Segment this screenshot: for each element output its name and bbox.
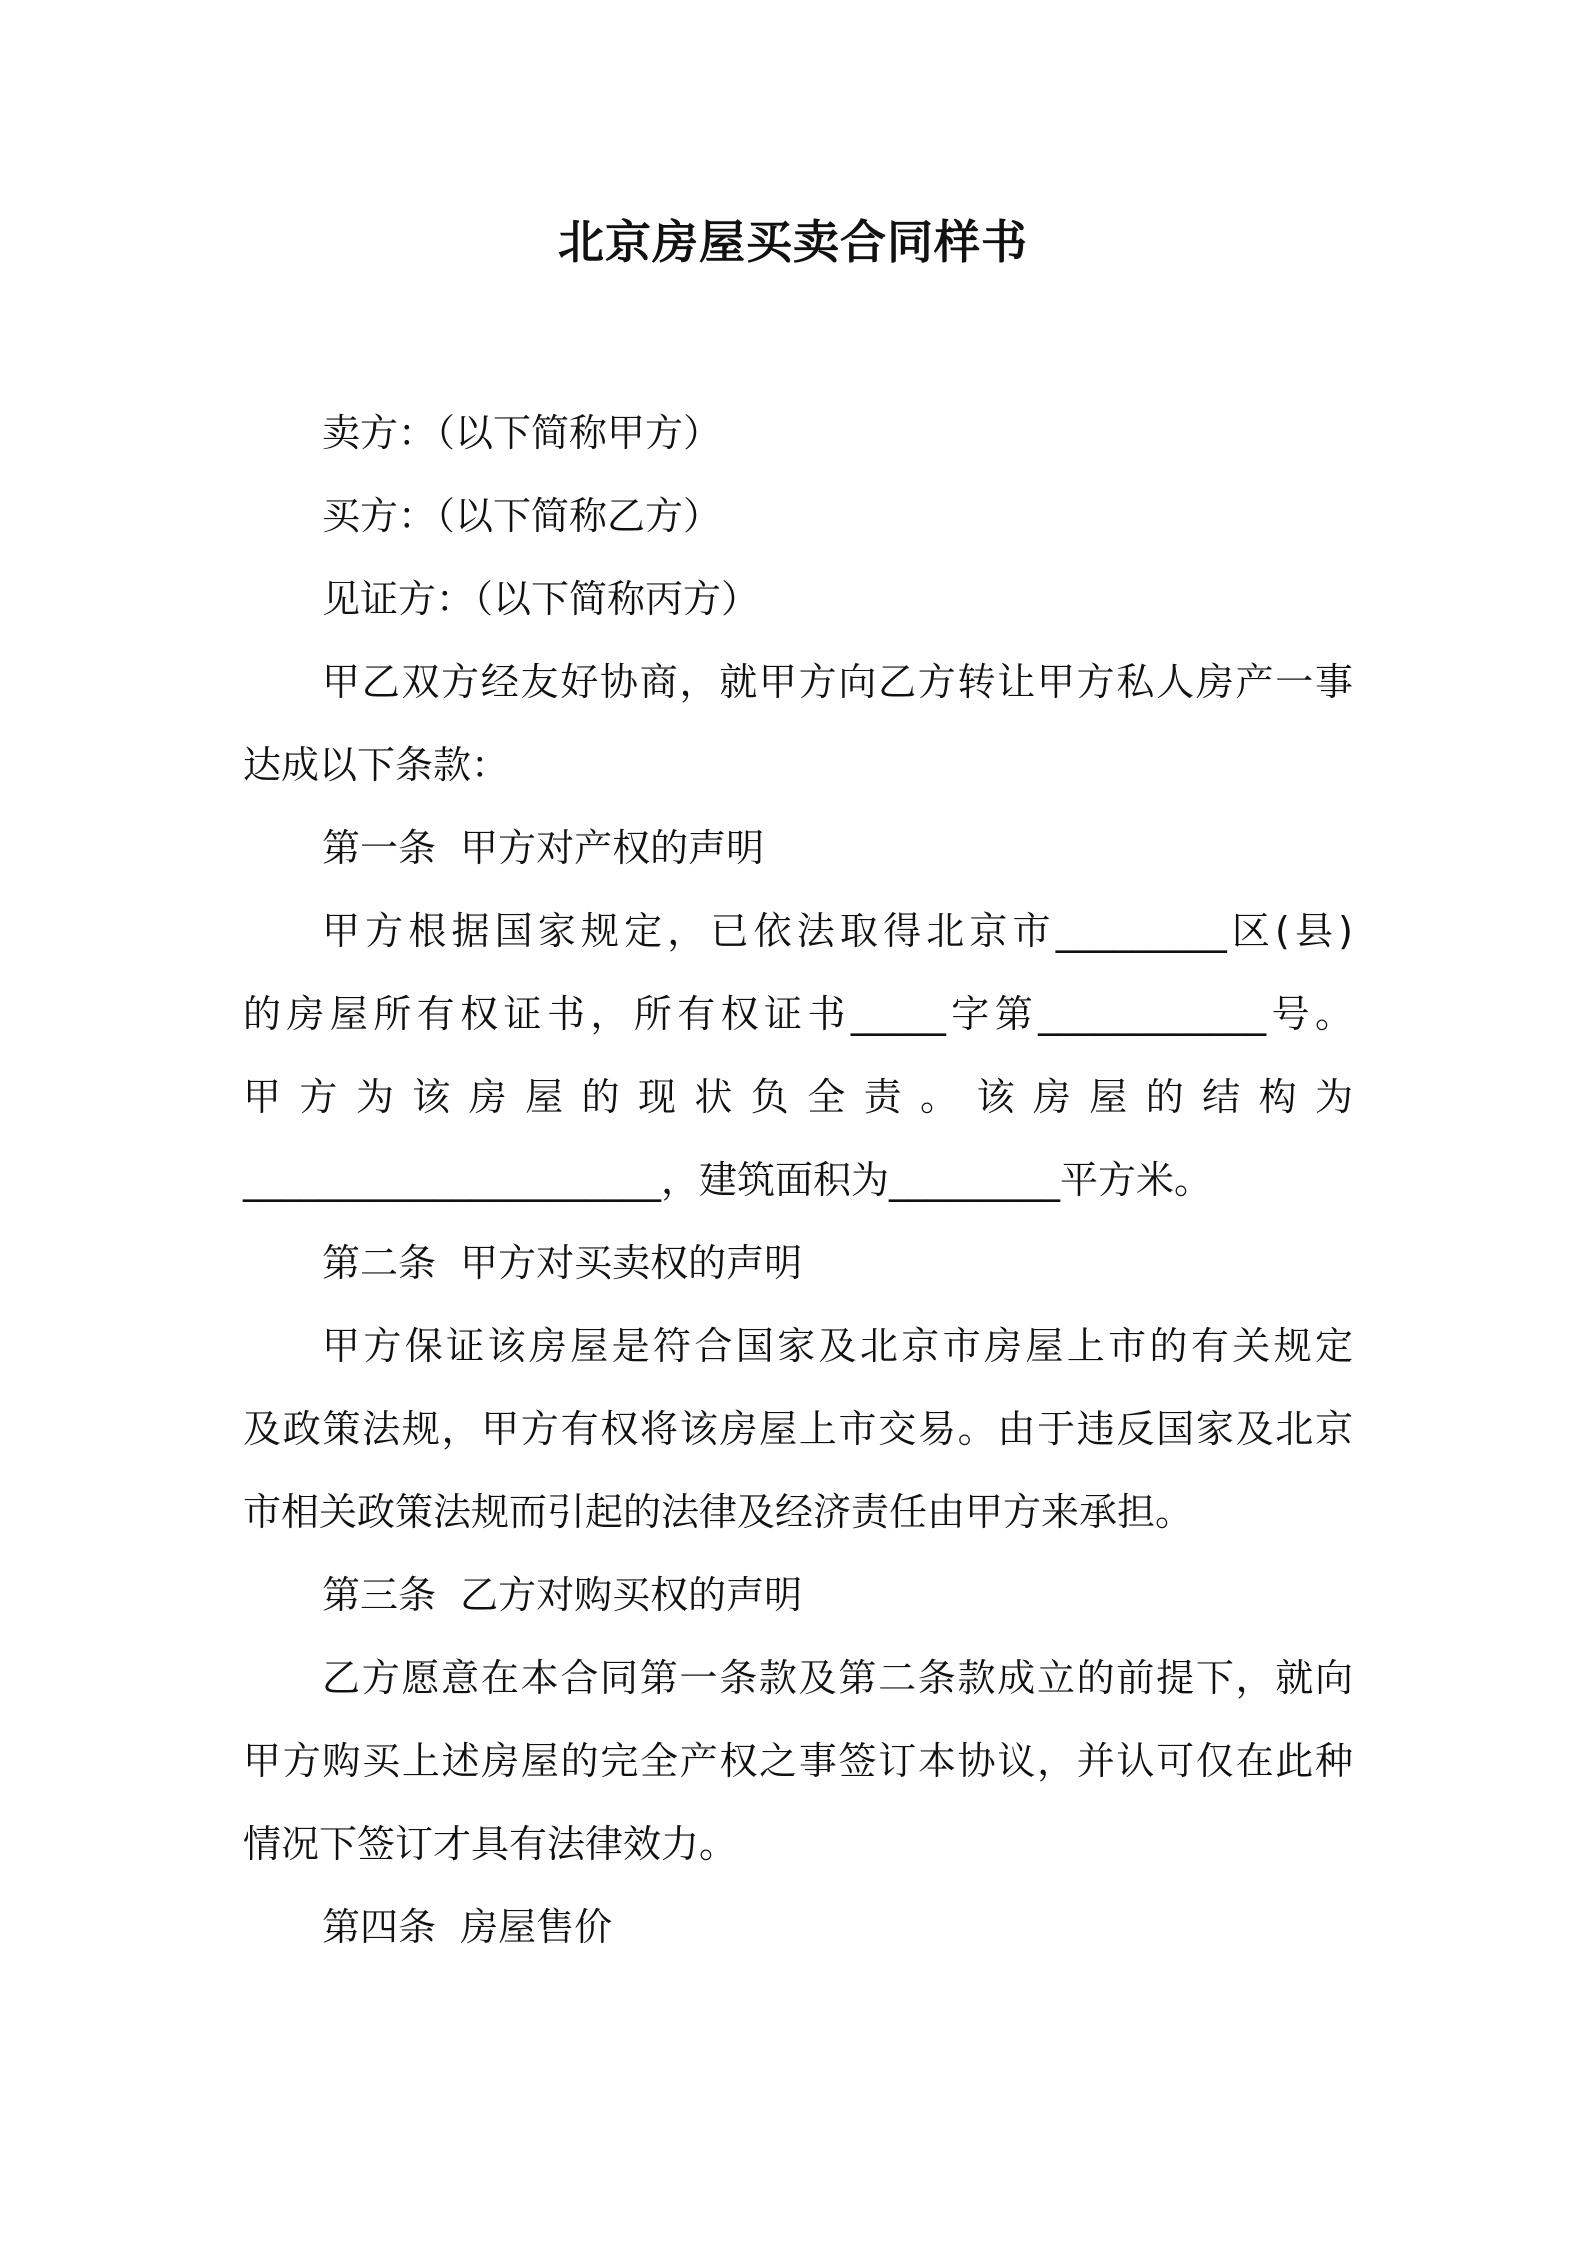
article-3-paragraph-line: 情况下签订才具有法律效力。 — [243, 1822, 738, 1866]
intro-paragraph-line: 甲乙双方经友好协商，就甲方向乙方转让甲方私人房产一事 — [322, 660, 1353, 704]
article-1-paragraph-line: 的房屋所有权证书，所有权证书_____字第____________号。 — [243, 992, 1353, 1036]
article-2-paragraph-line: 甲方保证该房屋是符合国家及北京市房屋上市的有关规定 — [322, 1324, 1353, 1368]
article-2-paragraph-line: 及政策法规，甲方有权将该房屋上市交易。由于违反国家及北京 — [243, 1407, 1353, 1451]
intro-paragraph-line: 达成以下条款： — [243, 743, 510, 787]
witness-line: 见证方：（以下简称丙方） — [322, 577, 760, 621]
document-title: 北京房屋买卖合同样书 — [558, 215, 1028, 269]
article-3-paragraph-line: 甲方购买上述房屋的完全产权之事签订本协议，并认可仅在此种 — [243, 1739, 1353, 1783]
seller-line: 卖方：（以下简称甲方） — [322, 411, 722, 455]
article-3-heading: 第三条 乙方对购买权的声明 — [322, 1573, 803, 1617]
article-1-paragraph-line: ______________________，建筑面积为_________平方米。 — [243, 1158, 1213, 1202]
article-2-paragraph-line: 市相关政策法规而引起的法律及经济责任由甲方来承担。 — [243, 1490, 1194, 1534]
article-1-paragraph-line: 甲 方 为 该 房 屋 的 现 状 负 全 责 。 该 房 屋 的 结 构 为 — [243, 1075, 1353, 1119]
article-1-paragraph-line: 甲方根据国家规定，已依法取得北京市_________区(县) — [322, 909, 1353, 953]
article-2-heading: 第二条 甲方对买卖权的声明 — [322, 1241, 803, 1285]
article-3-paragraph-line: 乙方愿意在本合同第一条款及第二条款成立的前提下，就向 — [322, 1656, 1353, 1700]
article-1-heading: 第一条 甲方对产权的声明 — [322, 826, 765, 870]
buyer-line: 买方：（以下简称乙方） — [322, 494, 722, 538]
article-4-heading: 第四条 房屋售价 — [322, 1905, 613, 1949]
